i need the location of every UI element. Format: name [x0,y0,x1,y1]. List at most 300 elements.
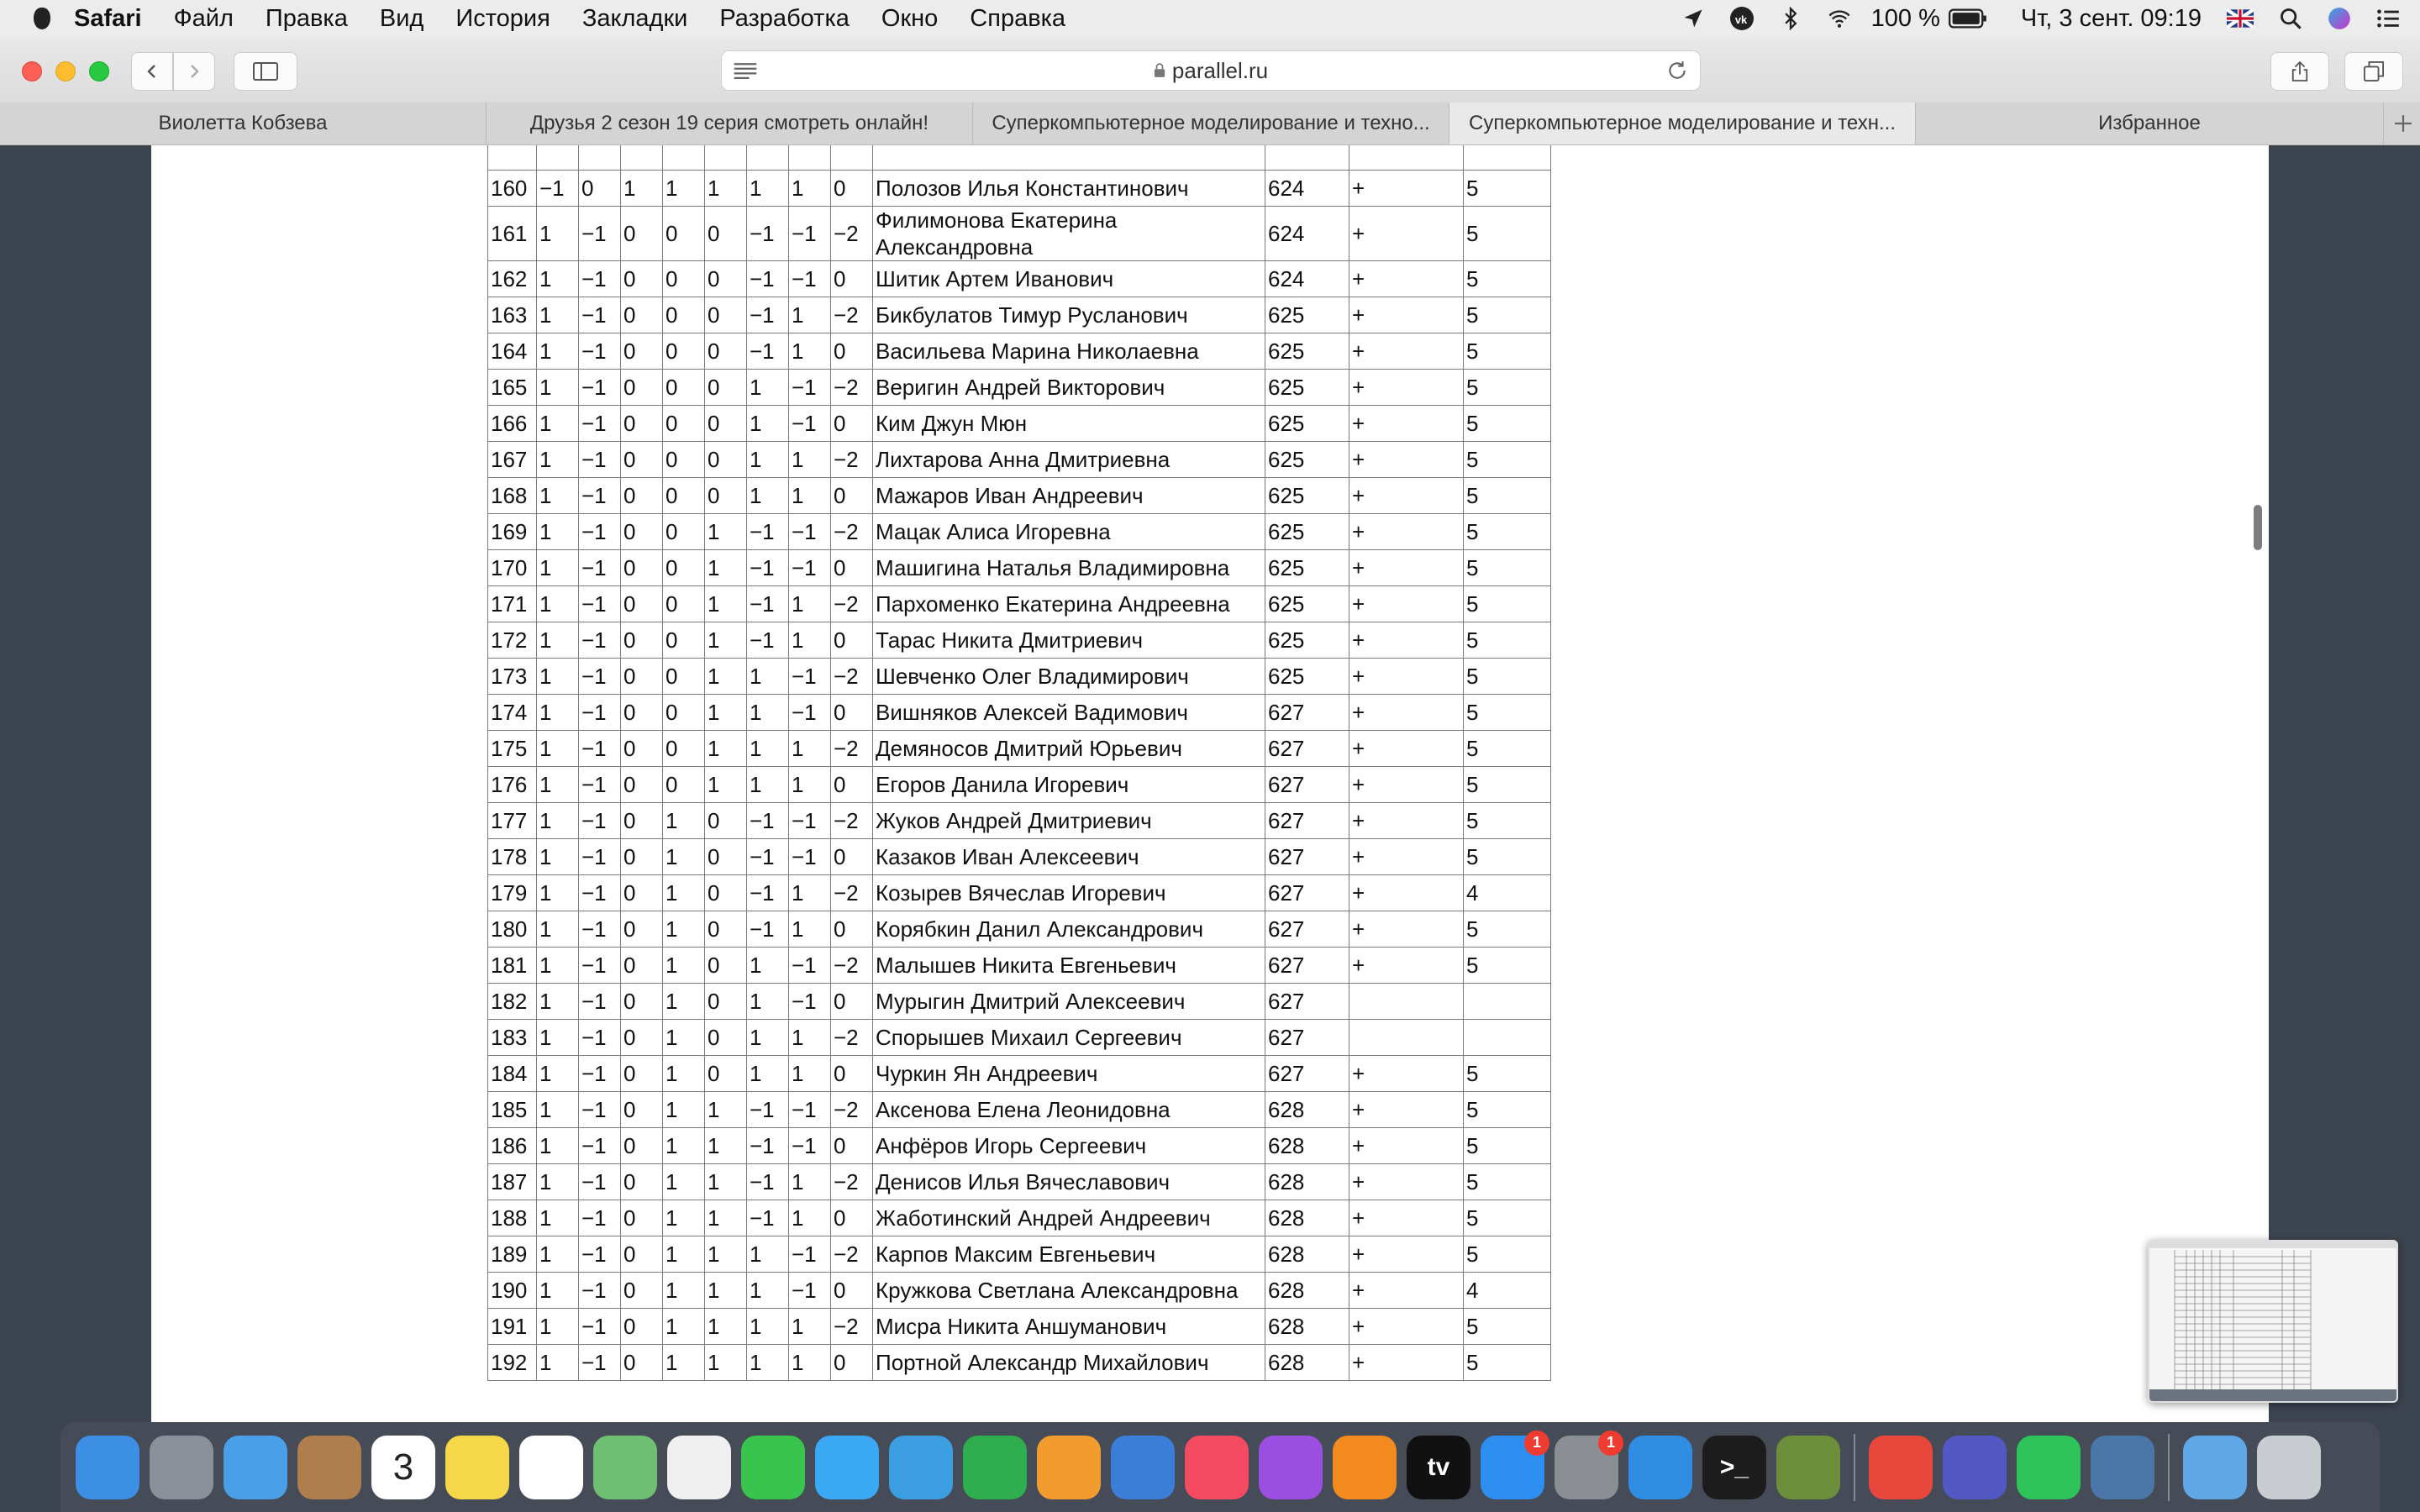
share-button[interactable] [2270,52,2329,91]
value-cell: 0 [831,406,873,442]
tab-2[interactable] [487,102,973,144]
value-cell: 1 [705,586,747,622]
value-cell: 0 [663,622,705,659]
value-cell: −1 [579,333,621,370]
sidebar-toggle-button[interactable] [234,52,297,91]
plus-icon [2394,114,2412,133]
value-cell: 1 [747,171,789,207]
whatsapp-icon[interactable] [2017,1436,2081,1499]
grade-cell: 5 [1464,803,1551,839]
value-cell: 1 [537,1056,579,1092]
passed-cell: + [1349,207,1464,261]
siri-icon[interactable] [2328,7,2351,30]
student-name-cell: Шевченко Олег Владимирович [873,659,1265,695]
system-preferences-icon[interactable] [1555,1436,1618,1499]
value-cell: 1 [747,659,789,695]
terminal-icon[interactable] [1702,1436,1766,1499]
tab-4-active[interactable] [1449,102,1916,144]
value-cell: −1 [579,948,621,984]
value-cell: 1 [747,1309,789,1345]
notification-center-icon[interactable] [2376,7,2400,30]
value-cell: −1 [747,1164,789,1200]
value-cell: −1 [579,659,621,695]
books-icon[interactable] [1333,1436,1397,1499]
student-name-cell: Козырев Вячеслав Игоревич [873,875,1265,911]
uk-flag-icon[interactable] [2227,9,2254,28]
value-cell: 0 [831,1345,873,1381]
value-cell: −2 [831,1164,873,1200]
value-cell: −2 [831,1020,873,1056]
value-cell: 0 [663,406,705,442]
tv-icon[interactable] [1407,1436,1470,1499]
mail-icon[interactable] [224,1436,287,1499]
value-cell: −2 [831,370,873,406]
value-cell: −1 [579,1345,621,1381]
value-cell: 1 [705,1200,747,1236]
value-cell: −1 [579,1128,621,1164]
row-number-cell: 186 [488,1128,537,1164]
value-cell: −1 [789,406,831,442]
value-cell: −1 [579,1200,621,1236]
value-cell: −1 [747,911,789,948]
student-name-cell: Мацак Алиса Игоревна [873,514,1265,550]
value-cell: 0 [621,1020,663,1056]
value-cell: 1 [789,442,831,478]
value-cell: 0 [663,478,705,514]
apple-icon[interactable] [34,8,50,29]
zoom-window-button[interactable] [89,61,109,81]
calendar-icon[interactable] [371,1436,435,1499]
value-cell: 1 [537,297,579,333]
group-cell: 627 [1265,875,1349,911]
grade-cell: 5 [1464,622,1551,659]
table-row [488,1273,1551,1309]
value-cell: 0 [663,261,705,297]
value-cell: 0 [705,948,747,984]
vk-menu-icon[interactable] [1730,7,1754,30]
passed-cell: + [1349,333,1464,370]
passed-cell: + [1349,875,1464,911]
group-cell: 627 [1265,731,1349,767]
value-cell: 0 [705,839,747,875]
value-cell: −2 [831,1092,873,1128]
notification-badge: 1 [1524,1431,1549,1456]
value-cell: 0 [621,297,663,333]
contacts-icon[interactable] [297,1436,361,1499]
row-number-cell: 165 [488,370,537,406]
passed-cell: + [1349,731,1464,767]
tab-3[interactable] [973,102,1449,144]
value-cell: 0 [831,767,873,803]
menu-help[interactable]: Справка [970,4,1066,32]
grade-cell: 5 [1464,1056,1551,1092]
value-cell: 1 [789,478,831,514]
grade-cell: 5 [1464,731,1551,767]
group-cell: 625 [1265,659,1349,695]
value-cell: 0 [621,695,663,731]
group-cell: 628 [1265,1128,1349,1164]
student-name-cell: Бикбулатов Тимур Русланович [873,297,1265,333]
menu-view[interactable]: Вид [379,4,424,32]
row-number-cell: 164 [488,333,537,370]
value-cell: −1 [747,1200,789,1236]
passed-cell: + [1349,370,1464,406]
value-cell: 1 [537,478,579,514]
group-cell: 627 [1265,984,1349,1020]
group-cell: 624 [1265,261,1349,297]
value-cell: 0 [831,1273,873,1309]
launchpad-icon[interactable] [150,1436,213,1499]
row-number-cell: 189 [488,1236,537,1273]
table-row [488,586,1551,622]
value-cell: −1 [789,839,831,875]
passed-cell: + [1349,1056,1464,1092]
table-row [488,478,1551,514]
value-cell: 0 [705,370,747,406]
value-cell: 1 [663,1056,705,1092]
value-cell: −1 [747,514,789,550]
value-cell: 1 [537,695,579,731]
screenshot-thumbnail[interactable] [2148,1240,2398,1403]
value-cell: 0 [831,1056,873,1092]
notes-icon[interactable] [445,1436,509,1499]
value-cell: 1 [747,1273,789,1309]
group-cell: 628 [1265,1092,1349,1128]
value-cell: 1 [537,839,579,875]
value-cell: 1 [705,767,747,803]
chevron-left-icon [144,63,160,80]
passed-cell: + [1349,911,1464,948]
value-cell: −2 [831,948,873,984]
table-row [488,948,1551,984]
row-number-cell: 168 [488,478,537,514]
value-cell: 1 [705,1273,747,1309]
clock[interactable]: Чт, 3 сент. 09:19 [2020,4,2202,32]
value-cell: −1 [579,1164,621,1200]
tab-label: Друзья 2 сезон 19 серия смотреть онлайн! [529,112,929,134]
value-cell: 1 [747,948,789,984]
trash-icon[interactable] [2257,1436,2321,1499]
value-cell: 1 [789,1309,831,1345]
value-cell: −1 [789,370,831,406]
podcasts-icon[interactable] [1259,1436,1323,1499]
table-row [488,1128,1551,1164]
value-cell: 0 [705,297,747,333]
value-cell: 1 [705,514,747,550]
value-cell: 1 [537,1200,579,1236]
value-cell: 1 [537,767,579,803]
row-number-cell: 169 [488,514,537,550]
group-cell: 628 [1265,1236,1349,1273]
value-cell: 1 [789,767,831,803]
value-cell: −1 [789,1236,831,1273]
row-number-cell: 161 [488,207,537,261]
table-row [488,911,1551,948]
value-cell: 1 [537,948,579,984]
value-cell: −1 [789,1273,831,1309]
menu-file[interactable]: Файл [173,4,234,32]
dock [60,1422,2380,1512]
reader-view-icon[interactable] [734,62,757,79]
passed-cell: + [1349,1128,1464,1164]
value-cell: 1 [789,586,831,622]
value-cell: 0 [621,478,663,514]
value-cell: 0 [621,550,663,586]
value-cell: −1 [579,550,621,586]
value-cell: 1 [663,1092,705,1128]
value-cell: 0 [621,514,663,550]
spotlight-search-icon[interactable] [2279,7,2302,30]
value-cell: 0 [663,550,705,586]
student-name-cell: Пархоменко Екатерина Андреевна [873,586,1265,622]
table-row [488,406,1551,442]
value-cell: −1 [579,586,621,622]
maps-icon[interactable] [593,1436,657,1499]
value-cell: 1 [663,911,705,948]
value-cell: 0 [831,261,873,297]
value-cell: −1 [579,1309,621,1345]
group-cell: 624 [1265,171,1349,207]
value-cell: 1 [663,171,705,207]
new-tab-button[interactable] [2384,102,2420,144]
table-row [488,370,1551,406]
value-cell: 0 [831,1128,873,1164]
keynote-icon[interactable] [1111,1436,1175,1499]
group-cell: 625 [1265,550,1349,586]
value-cell: 0 [831,839,873,875]
grade-cell: 5 [1464,1309,1551,1345]
value-cell: −1 [747,875,789,911]
tab-1[interactable] [0,102,487,144]
row-number-cell: 160 [488,171,537,207]
table-row [488,1092,1551,1128]
value-cell: 1 [663,1128,705,1164]
tab-label: Суперкомпьютерное моделирование и техно... [992,112,1430,134]
passed-cell: + [1349,406,1464,442]
group-cell: 628 [1265,1309,1349,1345]
page-body [151,145,2269,1422]
value-cell: 0 [705,875,747,911]
group-cell: 627 [1265,767,1349,803]
menu-bookmarks[interactable]: Закладки [581,4,688,32]
value-cell: 1 [789,731,831,767]
value-cell: 1 [789,622,831,659]
value-cell: 1 [663,1273,705,1309]
value-cell: 0 [621,1345,663,1381]
value-cell: 1 [747,1056,789,1092]
grade-cell: 5 [1464,442,1551,478]
value-cell: 1 [537,1164,579,1200]
grade-cell: 5 [1464,550,1551,586]
value-cell: 1 [537,875,579,911]
reminders-icon[interactable] [519,1436,583,1499]
value-cell: −1 [579,803,621,839]
student-name-cell: Казаков Иван Алексеевич [873,839,1265,875]
minecraft-icon[interactable] [1776,1436,1840,1499]
calendar-icon-label: 3 [392,1446,414,1488]
menu-app-safari[interactable]: Safari [74,4,142,32]
student-name-cell: Портной Александр Михайлович [873,1345,1265,1381]
row-number-cell: 172 [488,622,537,659]
app-store-icon[interactable] [1481,1436,1544,1499]
grade-cell: 5 [1464,695,1551,731]
grade-cell: 5 [1464,1092,1551,1128]
group-cell: 627 [1265,1056,1349,1092]
value-cell: 1 [663,1164,705,1200]
finder-icon[interactable] [76,1436,139,1499]
value-cell: 0 [705,207,747,261]
grade-cell: 5 [1464,767,1551,803]
value-cell: −1 [579,839,621,875]
value-cell: 1 [705,731,747,767]
passed-cell: + [1349,1164,1464,1200]
student-name-cell: Шитик Артем Иванович [873,261,1265,297]
menu-history[interactable]: История [455,4,550,32]
row-number-cell: 162 [488,261,537,297]
teams-icon[interactable] [1943,1436,2007,1499]
group-cell: 625 [1265,478,1349,514]
value-cell: 1 [747,695,789,731]
table-row [488,731,1551,767]
wifi-icon[interactable] [1828,7,1851,30]
value-cell: 1 [537,1020,579,1056]
safari-icon[interactable] [1628,1436,1692,1499]
value-cell: 0 [621,1128,663,1164]
passed-cell: + [1349,803,1464,839]
value-cell: 1 [663,1200,705,1236]
value-cell: 1 [537,1345,579,1381]
photos-icon[interactable] [667,1436,731,1499]
group-cell: 625 [1265,333,1349,370]
grade-cell: 5 [1464,406,1551,442]
grade-cell: 5 [1464,261,1551,297]
telegram-icon[interactable] [889,1436,953,1499]
value-cell: 0 [663,659,705,695]
vertical-scrollbar[interactable] [2254,505,2262,550]
tab-label: Суперкомпьютерное моделирование и техн... [1468,112,1896,134]
value-cell: 0 [831,622,873,659]
bluetooth-icon[interactable] [1779,7,1802,30]
value-cell: 1 [789,1200,831,1236]
forward-button[interactable] [173,52,215,91]
value-cell: 1 [663,1236,705,1273]
row-number-cell: 191 [488,1309,537,1345]
table-row [488,1309,1551,1345]
menu-window[interactable]: Окно [881,4,939,32]
group-cell: 627 [1265,803,1349,839]
value-cell: 1 [537,1309,579,1345]
value-cell: 0 [663,514,705,550]
value-cell: 0 [663,586,705,622]
table-row [488,207,1551,261]
value-cell: −1 [747,207,789,261]
battery-icon[interactable] [1949,8,1987,29]
student-name-cell: Денисов Илья Вячеславович [873,1164,1265,1200]
row-number-cell: 179 [488,875,537,911]
minimize-window-button[interactable] [55,61,76,81]
value-cell: 0 [621,767,663,803]
table-row [488,1345,1551,1381]
value-cell: 1 [537,622,579,659]
value-cell: 1 [789,1020,831,1056]
passed-cell: + [1349,1345,1464,1381]
grade-cell: 4 [1464,1273,1551,1309]
value-cell: 0 [621,1236,663,1273]
menu-bar [0,0,2420,37]
value-cell: 1 [705,1309,747,1345]
value-cell: −1 [747,586,789,622]
reload-icon[interactable] [1666,60,1688,81]
numbers-icon[interactable] [963,1436,1027,1499]
table-row [488,1056,1551,1092]
tab-favorites[interactable] [1916,102,2384,144]
value-cell: −2 [831,586,873,622]
group-cell: 627 [1265,948,1349,984]
grade-cell: 5 [1464,659,1551,695]
passed-cell: + [1349,659,1464,695]
value-cell: 1 [747,442,789,478]
messages-icon[interactable] [815,1436,879,1499]
back-button[interactable] [131,52,173,91]
value-cell: −1 [579,478,621,514]
value-cell: 1 [663,875,705,911]
value-cell: −1 [537,171,579,207]
value-cell: 1 [537,1092,579,1128]
group-cell: 625 [1265,297,1349,333]
pages-icon[interactable] [1037,1436,1101,1499]
value-cell: 1 [663,839,705,875]
value-cell: 1 [621,171,663,207]
downloads-icon[interactable] [2183,1436,2247,1499]
grade-cell: 5 [1464,1236,1551,1273]
value-cell: 1 [663,803,705,839]
student-name-cell: Карпов Максим Евгеньевич [873,1236,1265,1273]
facetime-icon[interactable] [741,1436,805,1499]
student-name-cell: Полозов Илья Константинович [873,171,1265,207]
vk-icon[interactable] [2091,1436,2154,1499]
value-cell: −1 [789,261,831,297]
show-all-tabs-button[interactable] [2344,52,2403,91]
value-cell: −1 [747,333,789,370]
value-cell: 1 [537,261,579,297]
value-cell: −1 [579,1056,621,1092]
row-number-cell: 177 [488,803,537,839]
value-cell: −2 [831,1309,873,1345]
music-icon[interactable] [1185,1436,1249,1499]
value-cell: −1 [579,984,621,1020]
passed-cell: + [1349,695,1464,731]
grade-cell: 5 [1464,514,1551,550]
value-cell: −1 [579,1020,621,1056]
tab-label: Виолетта Кобзева [158,112,328,134]
student-name-cell: Жуков Андрей Дмитриевич [873,803,1265,839]
value-cell: 0 [621,586,663,622]
value-cell: 0 [621,911,663,948]
menu-develop[interactable]: Разработка [719,4,850,32]
value-cell: 1 [663,984,705,1020]
value-cell: 1 [537,984,579,1020]
passed-cell: + [1349,839,1464,875]
grade-cell: 5 [1464,171,1551,207]
value-cell: 0 [663,207,705,261]
value-cell: 0 [705,442,747,478]
value-cell: 1 [789,171,831,207]
value-cell: 0 [831,911,873,948]
anydesk-icon[interactable] [1869,1436,1933,1499]
menu-edit[interactable]: Правка [265,4,348,32]
close-window-button[interactable] [22,61,42,81]
address-bar[interactable] [721,50,1701,91]
